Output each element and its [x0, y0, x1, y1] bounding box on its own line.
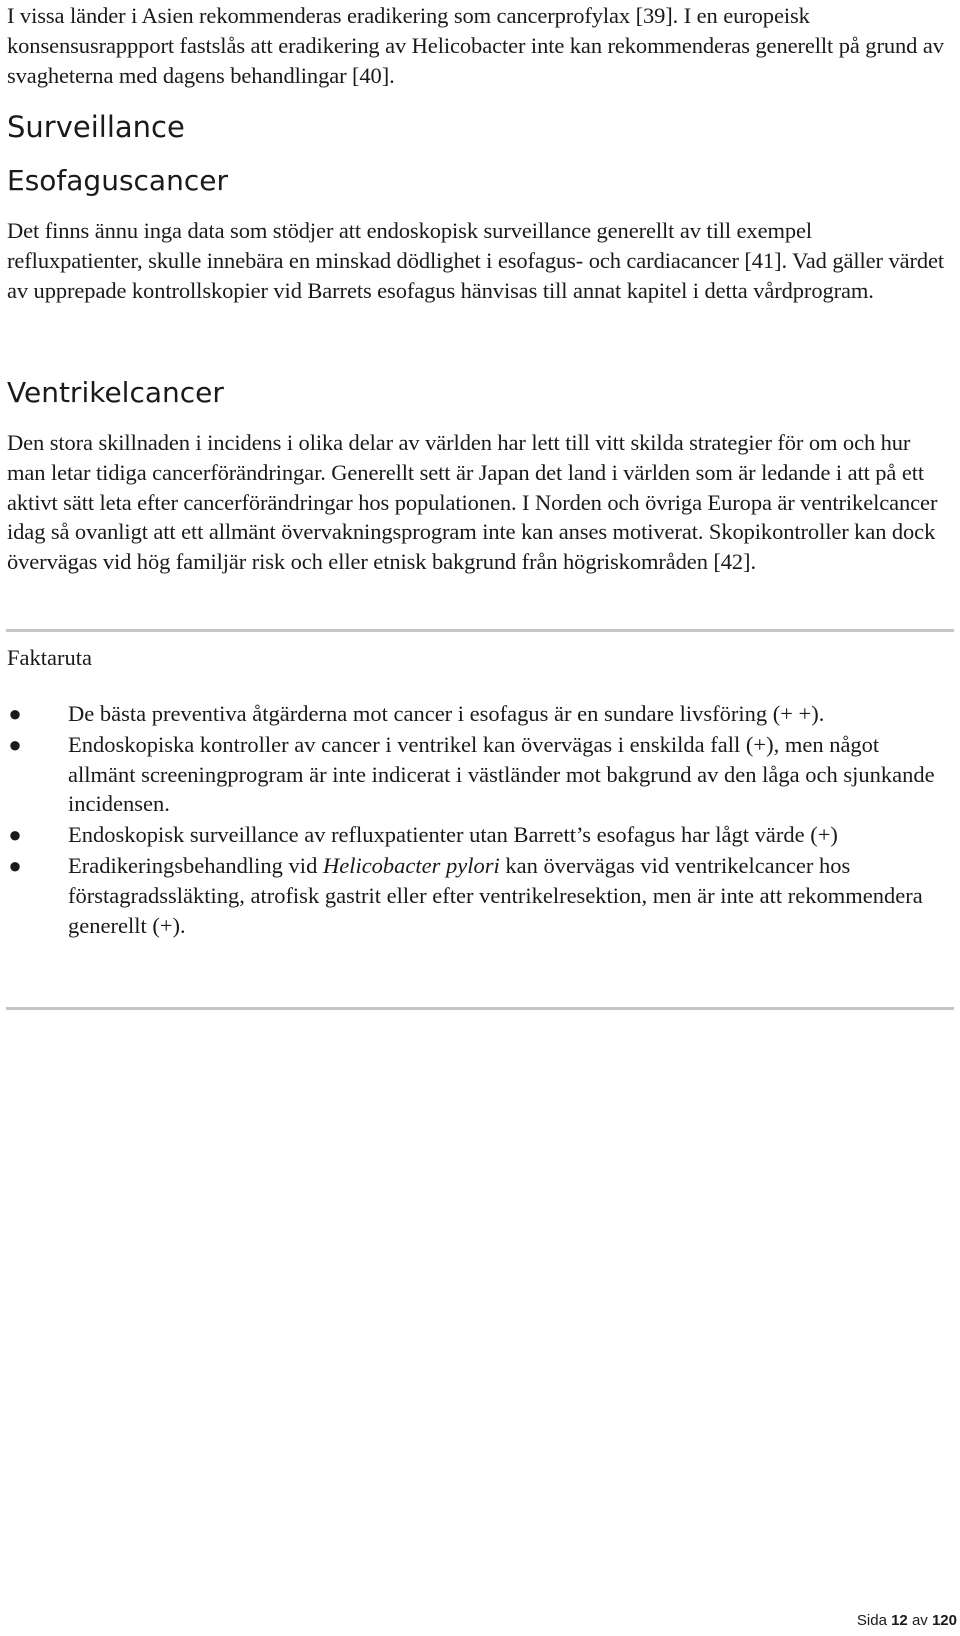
- bullet-icon: ●: [8, 731, 22, 757]
- list-item: [0, 820, 958, 850]
- factbox-title: Faktaruta: [7, 645, 92, 670]
- ventrikel-paragraph: Den stora skillnaden i incidens i olika delar av världen har lett till vitt skilda strategier för om och hur man letar tidiga cancerförändringar. Generellt sett är Japan det land i världen som är ledande i att på ett aktivt sätt leta efter cancerförändringar hos populationen. I Norden och övriga Europa är ventrikelcancer idag så ovanligt att ett allmänt övervakningsprogram inte kan anses motiverat. Skopikontroller kan dock övervägas vid hög familjär risk och eller etnisk bakgrund från högriskområden [42].: [7, 430, 938, 575]
- bullet-icon: ●: [8, 822, 22, 848]
- list-item: [0, 851, 958, 940]
- esofagus-paragraph: Det finns ännu inga data som stödjer att endoskopisk surveillance generellt av till exempel refluxpatienter, skulle innebära en minskad dödlighet i esofagus- och cardiacancer [41]. Vad gäller värdet av upprepade kontrollskopier vid Barrets esofagus hänvisas till annat kapitel i detta vårdprogram.: [7, 218, 945, 303]
- list-item-text: De bästa preventiva åtgärderna mot cancer i esofagus är en sundare livsföring (+ +).: [68, 701, 825, 726]
- footer-prefix: Sida: [856, 1612, 892, 1629]
- subheading-esofaguscancer: Esofaguscancer: [7, 164, 228, 197]
- list-item-text: Endoskopiska kontroller av cancer i ventrikel kan övervägas i enskilda fall (+), men något allmänt screeningprogram är inte indicerat i västländer mot bakgrund av den låga och sjunkande incidensen.: [68, 731, 935, 817]
- list-item: [0, 699, 958, 729]
- bullet-icon: ●: [8, 852, 22, 878]
- subheading-ventrikelcancer: Ventrikelcancer: [7, 376, 224, 409]
- factbox-bottom-rule: [6, 1007, 954, 1010]
- total-page-count: 120: [931, 1612, 957, 1629]
- current-page-number: 12: [891, 1612, 908, 1629]
- list-item-text-post: kan övervägas vid ventrikelcancer hos förstagradssläkting, atrofisk gastrit eller efter ventrikelresektion, men är inte att rekommendera generellt (+).: [68, 852, 923, 938]
- factbox-list: [0, 699, 958, 941]
- footer-middle: av: [907, 1612, 932, 1629]
- section-heading-surveillance: Surveillance: [7, 110, 185, 144]
- intro-paragraph: I vissa länder i Asien rekommenderas eradikering som cancerprofylax [39]. I en europeisk konsensusrappport fastslås att eradikering av Helicobacter inte kan rekommenderas generellt på grund av svagheterna med dagens behandlingar [40].: [7, 3, 944, 88]
- page-number-footer: [857, 1612, 957, 1630]
- list-item-text-pre: Eradikeringsbehandling vid: [68, 852, 323, 878]
- factbox-top-rule: [6, 629, 954, 632]
- list-item-text: Endoskopisk surveillance av refluxpatienter utan Barrett’s esofagus har lågt värde (+): [68, 822, 838, 848]
- bullet-icon: ●: [8, 701, 22, 726]
- species-name: Helicobacter pylori: [322, 852, 500, 878]
- list-item: [0, 730, 958, 819]
